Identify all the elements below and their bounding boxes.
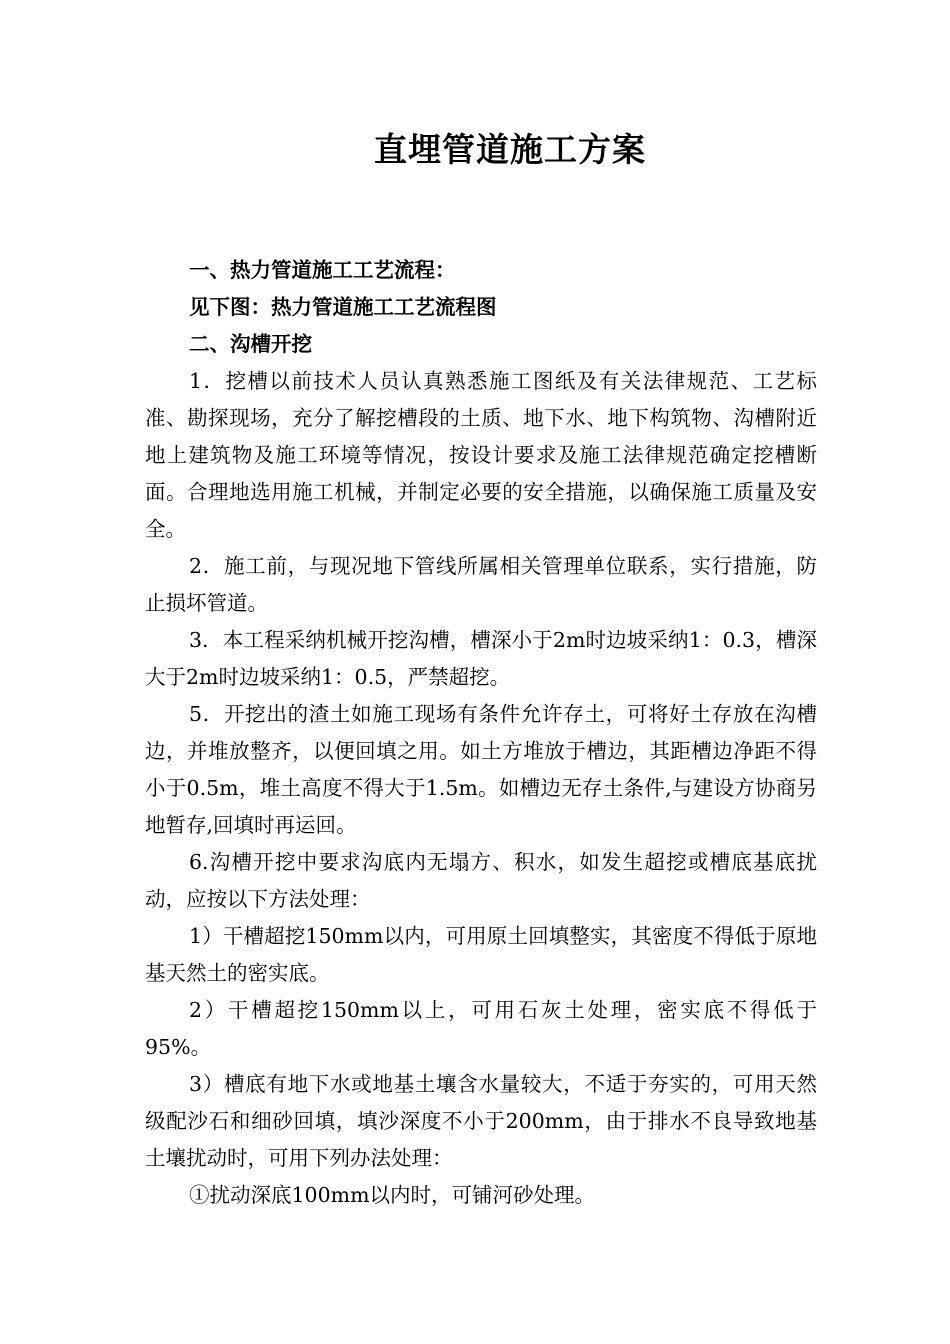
subitem-1: 1）干槽超挖150mm以内，可用原土回填整实，其密度不得低于原地基天然土的密实底。 bbox=[145, 924, 817, 985]
subitem-3: 3）槽底有地下水或地基土壤含水量较大，不适于夯实的，可用天然级配沙石和细砂回填，填沙深度不小于200mm，由于排水不良导致地基土壤扰动时，可用下列办法处理： bbox=[145, 1072, 817, 1170]
section-heading-2: 见下图：热力管道施工工艺流程图 bbox=[189, 295, 497, 319]
section-heading-3: 二、沟槽开挖 bbox=[189, 332, 312, 356]
paragraph-3: 3．本工程采纳机械开挖沟槽，槽深小于2m时边坡采纳1：0.3，槽深大于2m时边坡采纳1：0.5，严禁超挖。 bbox=[145, 628, 817, 689]
document-body bbox=[145, 252, 817, 1214]
subitem-2: 2）干槽超挖150mm以上，可用石灰土处理，密实底不得低于95%。 bbox=[145, 998, 817, 1059]
paragraph-5: 5．开挖出的渣土如施工现场有条件允许存土，可将好土存放在沟槽边，并堆放整齐，以便回填之用。如土方堆放于槽边，其距槽边净距不得小于0.5m，堆土高度不得大于1.5m。如槽边无存土条件,与建设方协商另地暂存,回填时再运回。 bbox=[145, 702, 817, 837]
subitem-circled-1: ①扰动深底100mm以内时，可铺河砂处理。 bbox=[189, 1183, 596, 1207]
paragraph-6: 6.沟槽开挖中要求沟底内无塌方、积水，如发生超挖或槽底基底扰动，应按以下方法处理： bbox=[145, 850, 817, 911]
document-title: 直埋管道施工方案 bbox=[374, 130, 646, 169]
paragraph-2: 2．施工前，与现况地下管线所属相关管理单位联系，实行措施，防止损坏管道。 bbox=[145, 554, 817, 615]
paragraph-1: 1．挖槽以前技术人员认真熟悉施工图纸及有关法律规范、工艺标准、勘探现场，充分了解挖槽段的土质、地下水、地下构筑物、沟槽附近地上建筑物及施工环境等情况，按设计要求及施工法律规范确定挖槽断面。合理地选用施工机械，并制定必要的安全措施，以确保施工质量及安全。 bbox=[145, 369, 817, 541]
section-heading-1: 一、热力管道施工工艺流程： bbox=[189, 258, 456, 282]
